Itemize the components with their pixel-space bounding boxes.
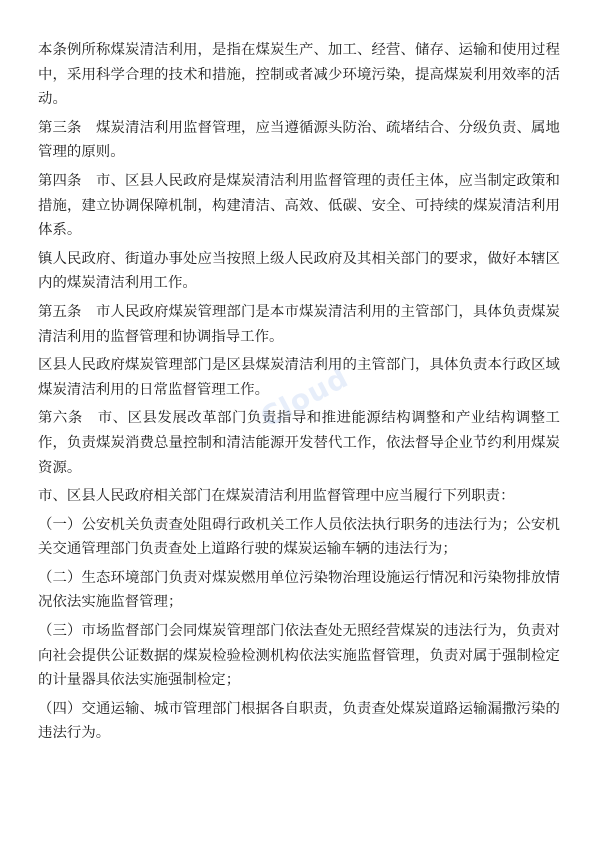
article-5: 第五条 市人民政府煤炭管理部门是本市煤炭清洁利用的主管部门，具体负责煤炭清洁利用的监督管理和协调指导工作。 (38, 303, 560, 345)
watermark-logo: Cloud (255, 360, 354, 435)
duty-item-1: （一）公安机关负责查处阻碍行政机关工作人员依法执行职务的违法行为；公安机关交通管理部门负责查处上道路行驶的煤炭运输车辆的违法行为； (38, 516, 560, 558)
article-5-district: 区县人民政府煤炭管理部门是区县煤炭清洁利用的主管部门，具体负责本行政区域煤炭清洁利用的日常监督管理工作。 (38, 357, 560, 398)
duty-item-2: （二）生态环境部门负责对煤炭燃用单位污染物治理设施运行情况和污染物排放情况依法实施监督管理； (38, 569, 560, 611)
article-4-township: 镇人民政府、街道办事处应当按照上级人民政府及其相关部门的要求，做好本辖区内的煤炭清洁利用工作。 (38, 250, 560, 292)
article-4: 第四条 市、区县人民政府是煤炭清洁利用监督管理的责任主体，应当制定政策和措施，建立协调保障机制，构建清洁、高效、低碳、安全、可持续的煤炭清洁利用体系。 (38, 172, 560, 239)
paragraph-definition: 本条例所称煤炭清洁利用，是指在煤炭生产、加工、经营、储存、运输和使用过程中，采用科学合理的技术和措施，控制或者减少环境污染，提高煤炭利用效率的活动。 (38, 42, 560, 108)
document-body (38, 38, 560, 750)
article-3: 第三条 煤炭清洁利用监督管理，应当遵循源头防治、疏堵结合、分级负责、属地管理的原则。 (38, 119, 560, 161)
duty-item-4: （四）交通运输、城市管理部门根据各自职责，负责查处煤炭道路运输漏撒污染的违法行为。 (38, 700, 560, 742)
duty-item-3: （三）市场监督部门会同煤炭管理部门依法查处无照经营煤炭的违法行为，负责对向社会提供公证数据的煤炭检验检测机构依法实施监督管理，负责对属于强制检定的计量器具依法实施强制检定； (38, 623, 560, 689)
article-6-duties-intro: 市、区县人民政府相关部门在煤炭清洁利用监督管理中应当履行下列职责： (38, 488, 515, 505)
article-6: 第六条 市、区县发展改革部门负责指导和推进能源结构调整和产业结构调整工作，负责煤炭消费总量控制和清洁能源开发替代工作，依法督导企业节约利用煤炭资源。 (38, 410, 560, 476)
